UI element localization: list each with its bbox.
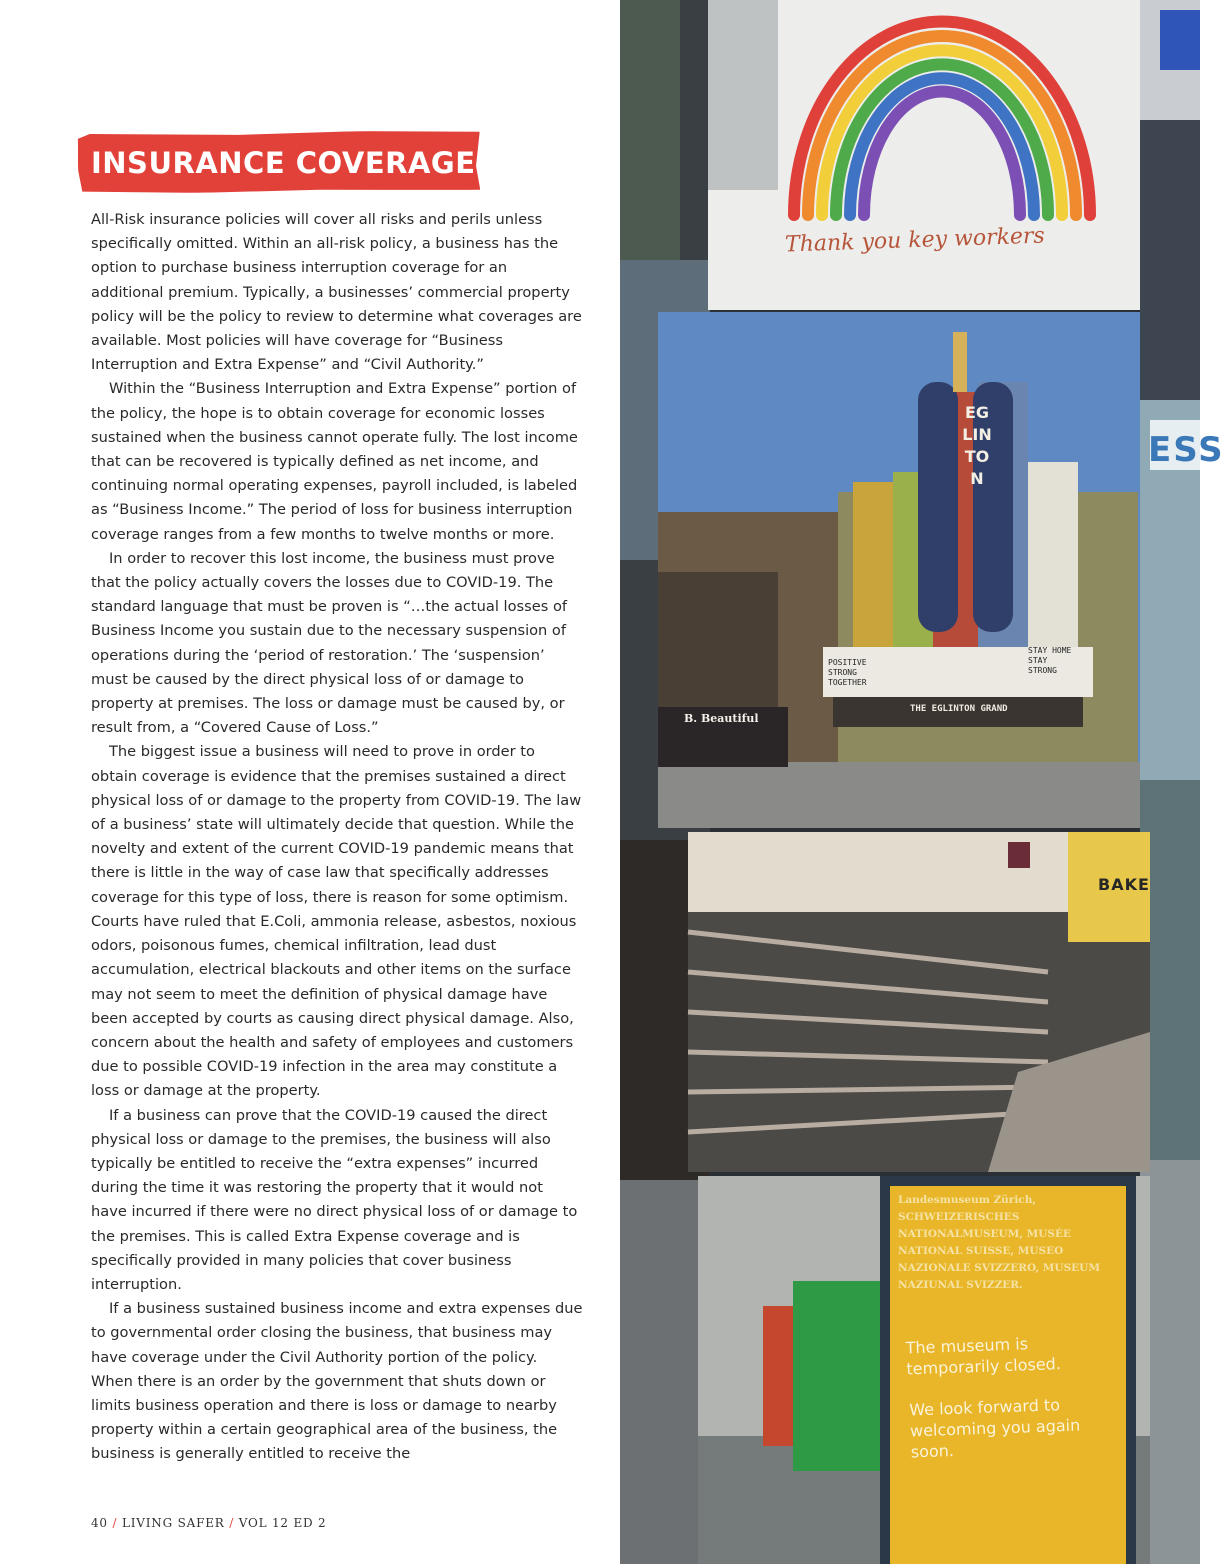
theatre-marquee-right: STAY HOME STAY STRONG [1028, 646, 1072, 675]
bakery-sign: BAKE [1098, 875, 1150, 894]
footer-separator: / [112, 1516, 118, 1530]
photo-collage [620, 0, 1225, 1564]
museum-welcome-text: We look forward to welcoming you again soon. [908, 1395, 1081, 1462]
paragraph: In order to recover this lost income, the business must prove that the policy actually covers the losses due to COVID-19. The standard language that must be proven is “…the actual losses of Business Income you sustain due to the necessary suspension of operations during the ‘period of restoration.’ The ‘suspension’ must be caused by the direct physical loss of or damage to property at premises. The loss or damage must be caused by, or result from, a “Covered Cause of Loss.” [91, 549, 568, 737]
museum-header: Landesmuseum Zürich, SCHWEIZERISCHES NATIONALMUSEUM, MUSÉE NATIONAL SUISSE, MUSEO NAZIONALE SVIZZERO, MUSEUM NAZIUNAL SVIZZER. [898, 1194, 1100, 1291]
issue-label: VOL 12 ED 2 [238, 1516, 327, 1530]
side-wall-text: ESS [1148, 430, 1225, 470]
section-heading: INSURANCE COVERAGE [91, 146, 476, 180]
article-body [91, 208, 583, 1467]
paragraph: The biggest issue a business will need to prove in order to obtain coverage is evidence that the premises sustained a direct physical loss of or damage to the property from COVID-19. The law of a business’ state will ultimately decide that question. While the novelty and extent of the current COVID-19 pandemic means that there is little in the way of case law that specifically addresses coverage for this type of loss, there is reason for some optimism. Courts have ruled that E.Coli, ammonia release, asbestos, noxious odors, poisonous fumes, chemical infiltration, lead dust accumulation, electrical blackouts and other items on the surface may not seem to meet the definition of physical damage have been accepted by courts as causing direct physical damage. Also, concern about the health and safety of employees and customers due to possible COVID-19 infection in the area may constitute a loss or damage at the property. [91, 743, 582, 1100]
footer-separator: / [229, 1516, 235, 1530]
publication-name: LIVING SAFER [121, 1516, 225, 1530]
photo-eglinton-theatre [658, 312, 1140, 828]
paragraph: If a business sustained business income and extra expenses due to governmental order closing the business, that business may have coverage under the Civil Authority portion of the policy. When there is an order by the government that shuts down or limits business operation and there is loss or damage to nearby property within a certain geographical area of the business, the business is generally entitled to receive the [91, 1300, 583, 1463]
page-footer [91, 1516, 326, 1530]
museum-closed-text: The museum is temporarily closed. [905, 1334, 1062, 1379]
photo-rainbow-drawing [708, 0, 1140, 310]
shop-sign: B. Beautiful [684, 712, 759, 725]
theatre-marquee: THE EGLINTON GRAND [910, 704, 1008, 714]
paragraph: If a business can prove that the COVID-19 caused the direct physical loss or damage to the premises, the business will also typically be entitled to receive the “extra expenses” incurred during the time it was restoring the property that it would not have incurred if there were no direct physical loss of or damage to the premises. This is called Extra Expense coverage and is specifically provided in many policies that cover business interruption. [91, 1106, 578, 1293]
paragraph: All-Risk insurance policies will cover all risks and perils unless specifically omitted. Within an all-risk policy, a business has the option to purchase business interruption coverage for an additional premium. Typically, a businesses’ commercial property policy will be the policy to review to determine what coverages are available. Most policies will have coverage for “Business Interruption and Extra Expense” and “Civil Authority.” [91, 211, 582, 374]
theatre-marquee-left: POSITIVE STRONG TOGETHER [828, 658, 867, 687]
theatre-vertical-sign: EGLINTON [962, 403, 992, 488]
page-number: 40 [91, 1516, 108, 1530]
photo-empty-shelves [688, 832, 1150, 1172]
paragraph: Within the “Business Interruption and Extra Expense” portion of the policy, the hope is to obtain coverage for economic losses sustained when the business cannot operate fully. The lost income that can be recovered is typically defined as net income, and continuing normal operating expenses, payroll included, is labeled as “Business Income.” The period of loss for business interruption coverage ranges from a few months to twelve months or more. [91, 380, 578, 543]
rainbow-caption: Thank you key workers [784, 223, 1046, 258]
